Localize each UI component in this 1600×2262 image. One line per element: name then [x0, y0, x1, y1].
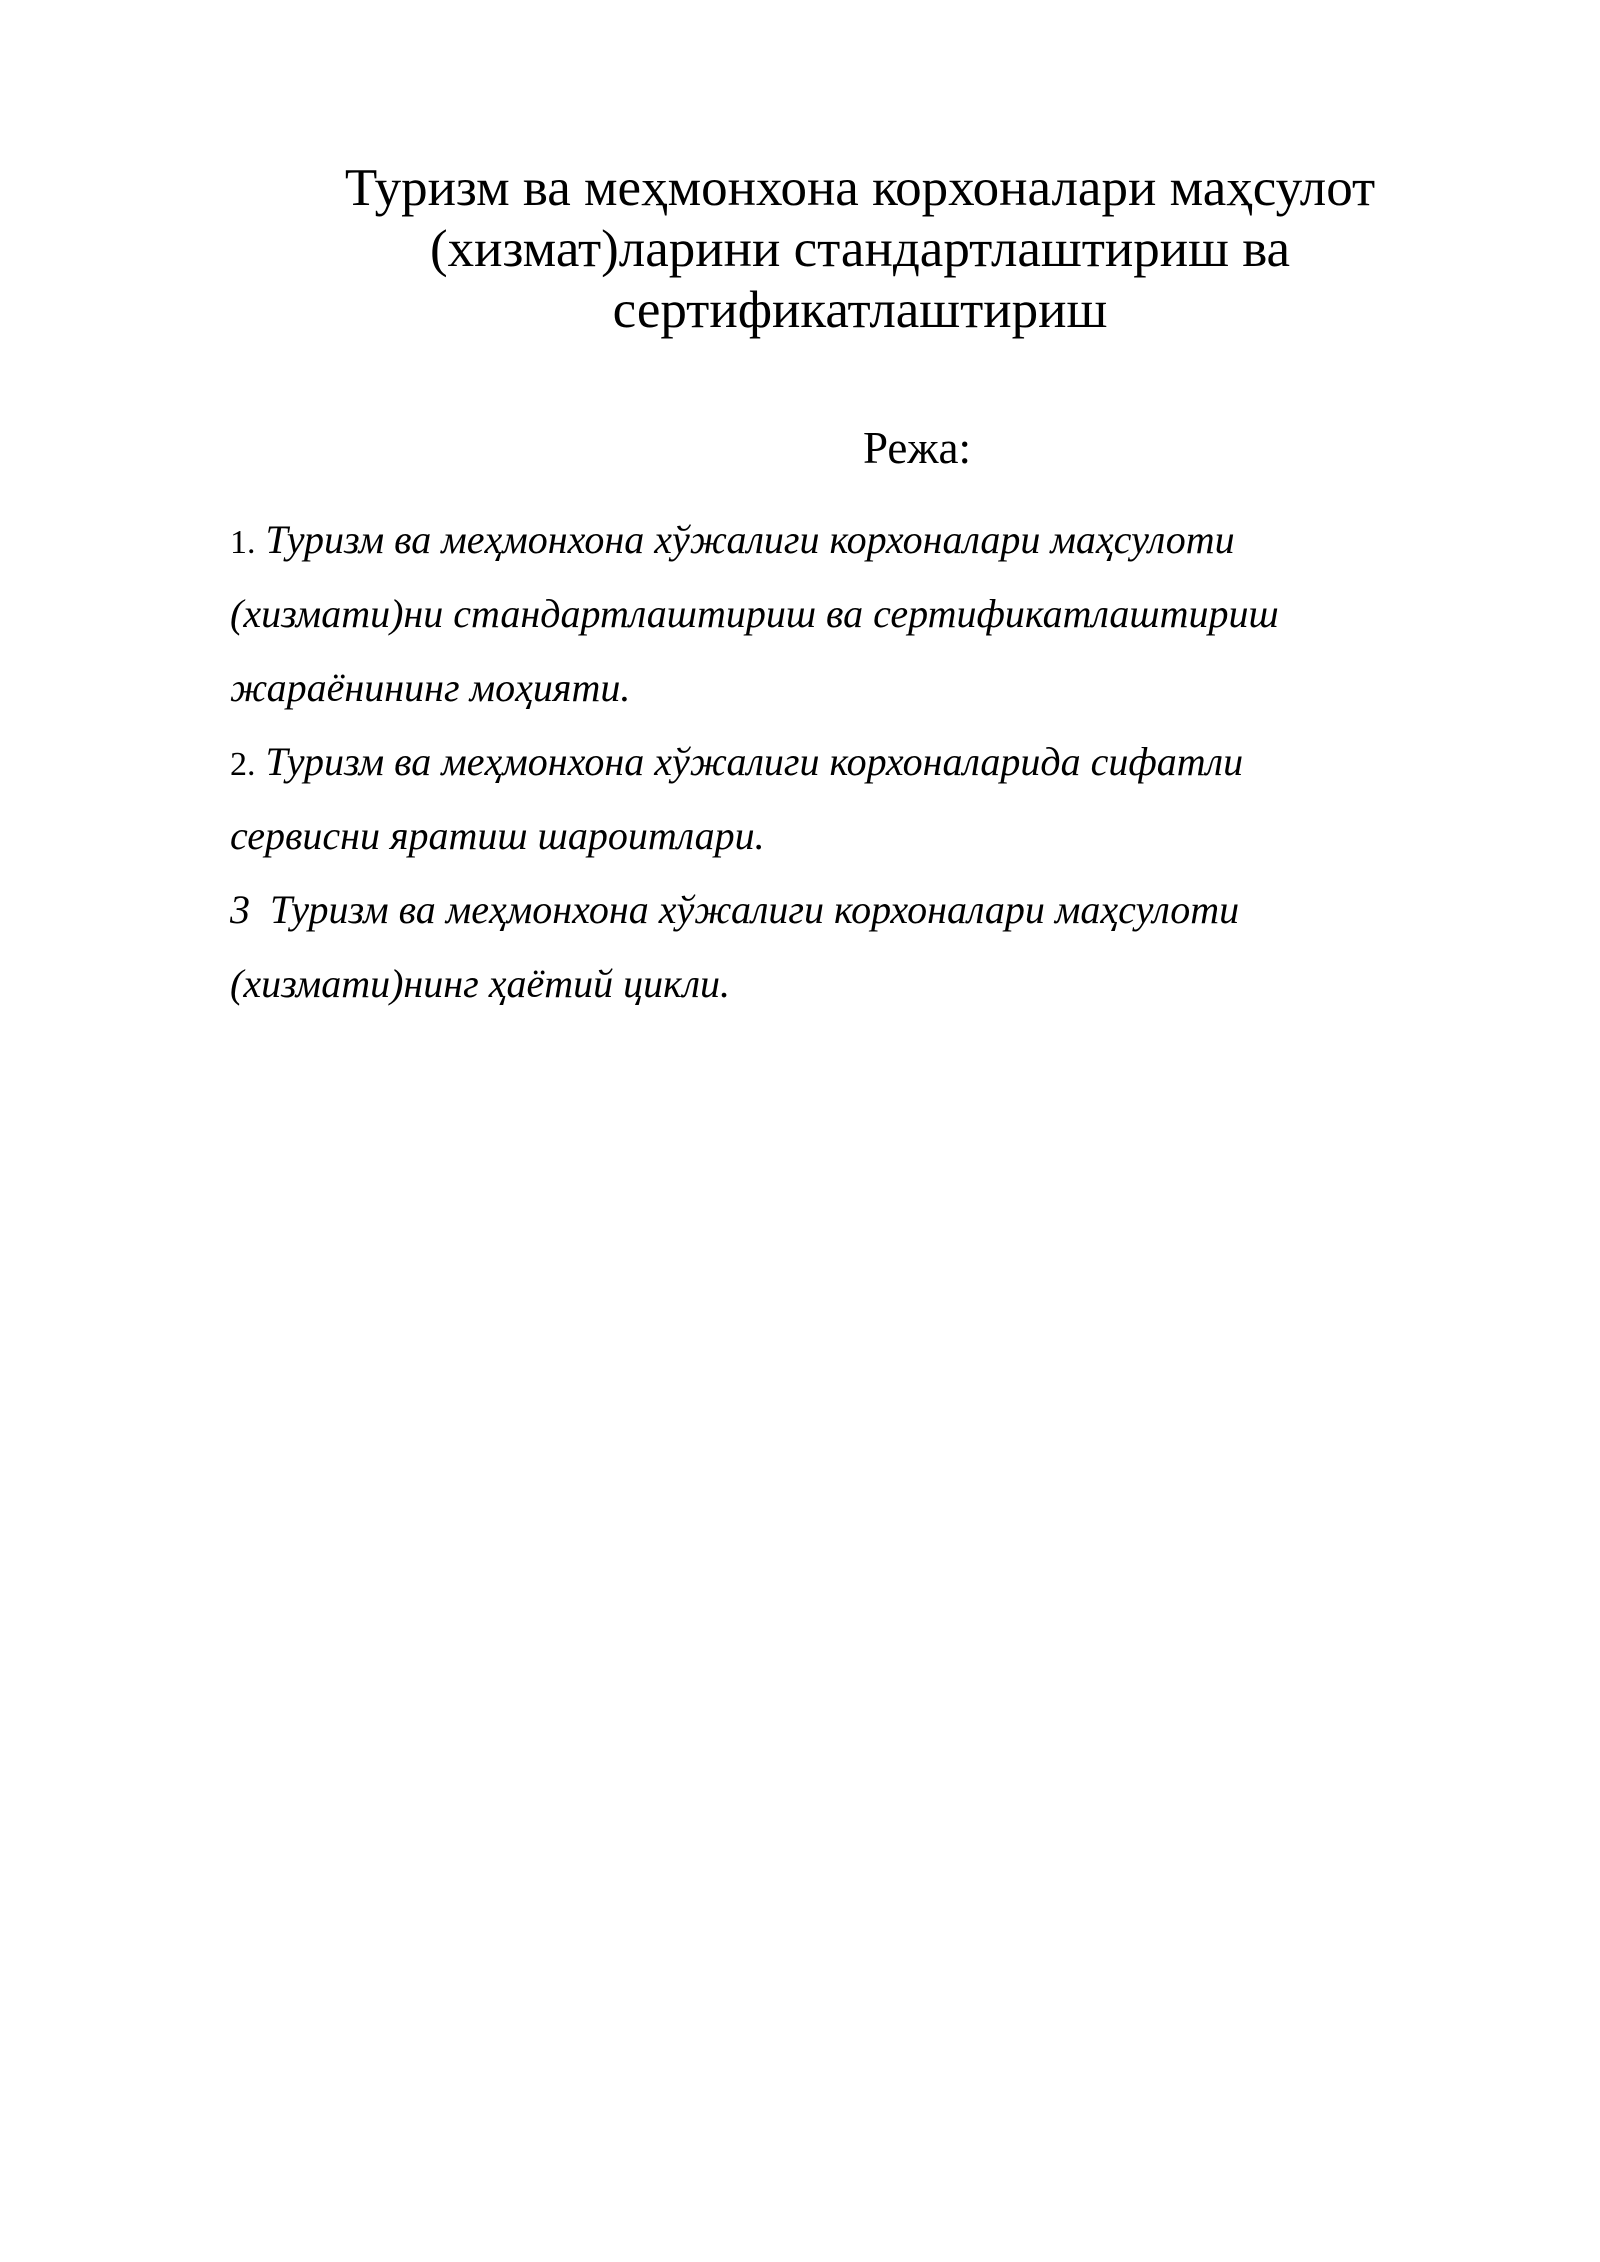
plan-item-text: (хизмати)ни стандартлаштириш ва сертификатлаштириш [230, 591, 1279, 636]
plan-item-text: сервисни яратиш шароитлари. [230, 813, 765, 858]
plan-item-text: Туризм ва меҳмонхона хўжалиги корхоналарида сифатли [265, 739, 1244, 784]
plan-item-text: жараёнининг моҳияти. [230, 665, 631, 710]
plan-item-3 [230, 873, 1430, 1021]
plan-list [230, 503, 1430, 1021]
plan-item-text: Туризм ва меҳмонхона хўжалиги корхоналари маҳсулоти [265, 517, 1235, 562]
title-line: (хизмат)ларини стандартлаштириш ва [429, 220, 1291, 278]
document-title [230, 158, 1490, 341]
plan-item-text: Туризм ва меҳмонхона хўжалиги корхоналари маҳсулоти [270, 887, 1240, 932]
plan-item-number: 2. [230, 746, 256, 783]
plan-item-number: 1. [230, 524, 256, 561]
plan-item-number: 3 [230, 887, 250, 932]
plan-item-line [230, 873, 1430, 947]
title-line: Туризм ва меҳмонхона корхоналари маҳсулот [344, 159, 1376, 217]
plan-item-line [230, 503, 1430, 577]
plan-item-text: (хизмати)нинг ҳаётий цикли. [230, 961, 731, 1006]
plan-heading: Режа: [863, 423, 971, 473]
plan-item-2 [230, 725, 1430, 873]
plan-item-line [230, 725, 1430, 799]
title-line: сертификатлаштириш [612, 281, 1108, 339]
plan-item-1 [230, 503, 1430, 725]
